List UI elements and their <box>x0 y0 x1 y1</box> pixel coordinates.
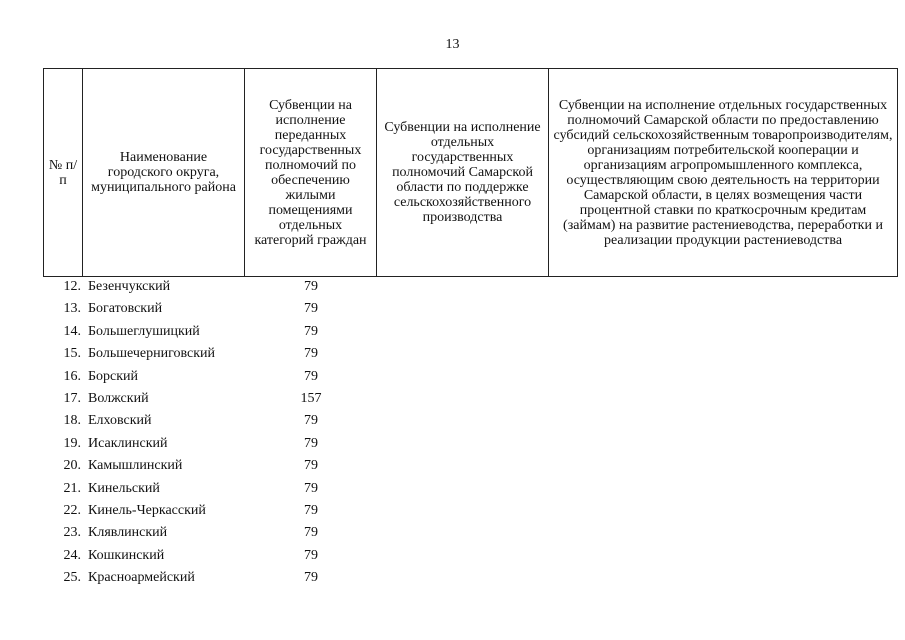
subvention-value: 79 <box>304 525 318 541</box>
municipality-name: Кинельский <box>88 480 160 496</box>
table-row <box>43 522 443 544</box>
subvention-value: 79 <box>304 570 318 586</box>
municipality-name: Красноармейский <box>88 570 195 586</box>
table-row <box>43 321 443 343</box>
municipality-name: Клявлинский <box>88 525 168 541</box>
municipality-name: Богатовский <box>88 301 163 317</box>
row-number: 17. <box>63 390 81 406</box>
municipality-name: Волжский <box>88 390 149 406</box>
row-number: 23. <box>63 525 81 541</box>
table-row <box>43 298 443 320</box>
subvention-value: 79 <box>304 279 318 294</box>
table-row <box>43 567 443 589</box>
subvention-value: 79 <box>304 458 318 474</box>
table-row <box>43 478 443 500</box>
subvention-value: 79 <box>304 502 318 518</box>
municipality-name: Безенчукский <box>88 279 171 294</box>
row-number: 14. <box>63 323 81 339</box>
row-number: 25. <box>63 570 81 586</box>
table-header <box>43 68 898 277</box>
subvention-value: 79 <box>304 480 318 496</box>
row-number: 12. <box>63 279 81 294</box>
table-body <box>43 276 443 589</box>
municipality-name: Большечерниговский <box>88 346 216 362</box>
municipality-name: Елховский <box>88 413 152 429</box>
row-number: 16. <box>63 368 81 384</box>
subvention-value: 79 <box>304 346 318 362</box>
table-row <box>43 343 443 365</box>
row-number: 22. <box>63 502 81 518</box>
municipality-name: Большеглушицкий <box>88 323 200 339</box>
table-row <box>43 455 443 477</box>
row-number: 21. <box>63 480 81 496</box>
municipality-name: Камышлинский <box>88 458 183 474</box>
table-row <box>43 388 443 410</box>
subvention-value: 157 <box>300 390 322 406</box>
header-municipality-name: Наименование городского округа, муниципального района <box>83 69 245 277</box>
row-number: 13. <box>63 301 81 317</box>
subvention-value: 79 <box>304 413 318 429</box>
subvention-value: 79 <box>304 435 318 451</box>
page-number: 13 <box>445 37 460 52</box>
row-number: 18. <box>63 413 81 429</box>
subvention-value: 79 <box>304 301 318 317</box>
municipality-name: Исаклинский <box>88 435 168 451</box>
row-number: 20. <box>63 458 81 474</box>
header-housing-subventions: Субвенции на исполнение переданных государственных полномочий по обеспечению жилыми помещениями отдельных категорий граждан <box>245 69 377 277</box>
row-number: 19. <box>63 435 81 451</box>
municipality-name: Кошкинский <box>88 547 165 563</box>
municipality-name: Кинель-Черкасский <box>88 502 206 518</box>
header-number: № п/п <box>44 69 83 277</box>
table-row <box>43 500 443 522</box>
table-row <box>43 433 443 455</box>
header-agriculture-subventions: Субвенции на исполнение отдельных государственных полномочий Самарской области по поддержке сельскохозяйственного производства <box>377 69 549 277</box>
row-number: 15. <box>63 346 81 362</box>
row-number: 24. <box>63 547 81 563</box>
table-row <box>43 410 443 432</box>
subvention-value: 79 <box>304 368 318 384</box>
table-row <box>43 366 443 388</box>
subvention-value: 79 <box>304 323 318 339</box>
subvention-value: 79 <box>304 547 318 563</box>
table-row <box>43 545 443 567</box>
municipality-name: Борский <box>88 368 139 384</box>
table-row <box>43 276 443 298</box>
header-interest-rate-subventions: Субвенции на исполнение отдельных государственных полномочий Самарской области по предоставлению субсидий сельскохозяйственным товаропроизводителям, организациям потребительской кооперации и организациям агропромышленного комплекса, осуществляющим свою деятельность на территории Самарской области, в целях возмещения части процентной ставки по краткосрочным кредитам (займам) на развитие растениеводства, переработки и реализации продукции растениеводства <box>549 69 898 277</box>
